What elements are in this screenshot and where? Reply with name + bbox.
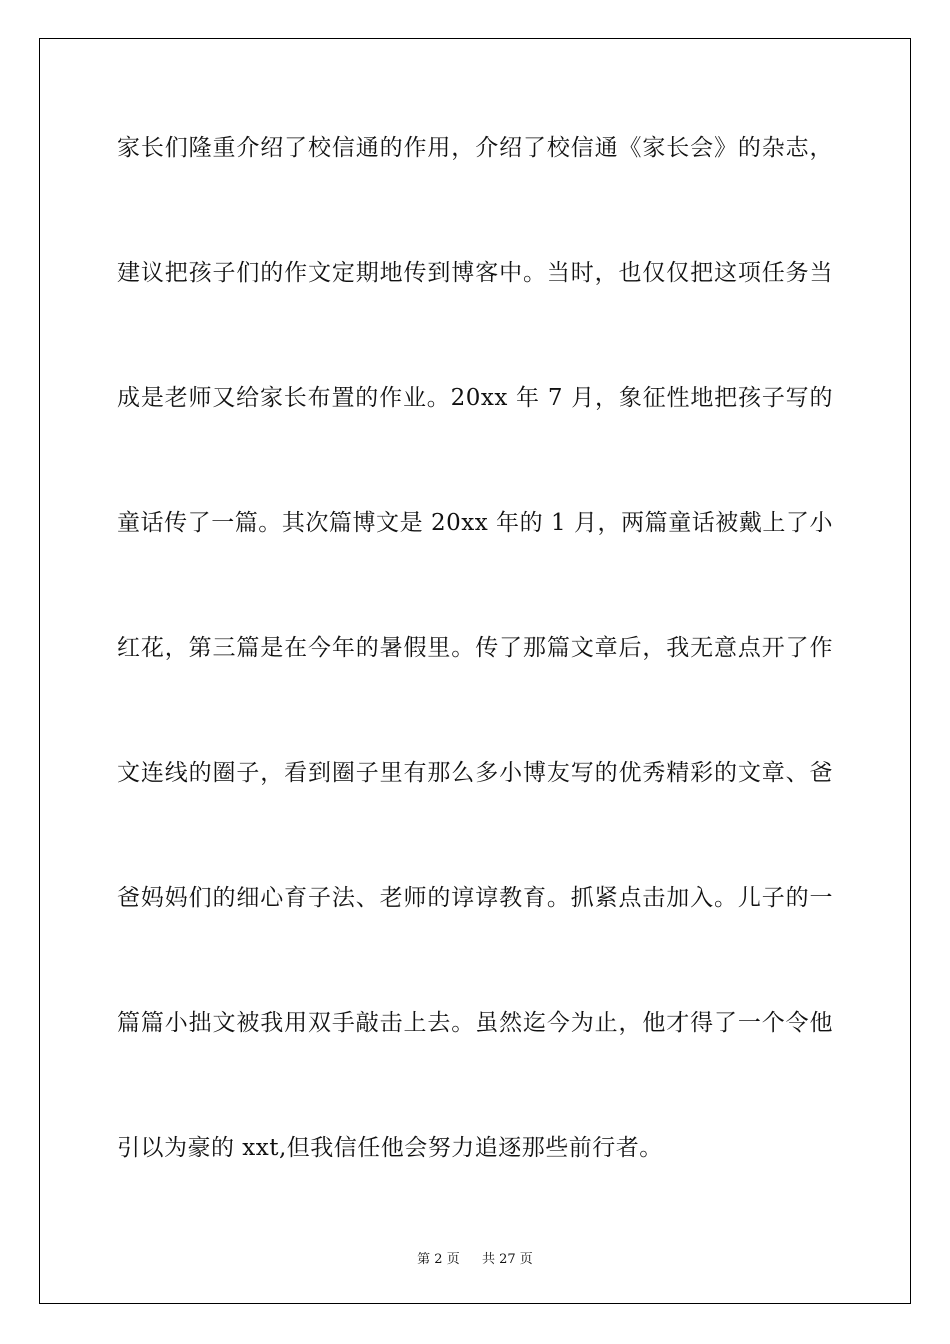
page-footer	[0, 1248, 950, 1267]
text-line-5: 红花，第三篇是在今年的暑假里。传了那篇文章后，我无意点开了作	[117, 635, 833, 661]
text-line-3: 成是老师又给家长布置的作业。20xx 年 7 月，象征性地把孩子写的	[117, 385, 833, 411]
page-number: 第 2 页	[417, 1252, 460, 1267]
total-pages: 共 27 页	[482, 1252, 533, 1267]
text-line-1: 家长们隆重介绍了校信通的作用，介绍了校信通《家长会》的杂志，	[117, 135, 833, 161]
text-line-4: 童话传了一篇。其次篇博文是 20xx 年的 1 月，两篇童话被戴上了小	[117, 510, 833, 536]
document-body	[117, 127, 833, 1252]
text-line-9: 引以为豪的 xxt,但我信任他会努力追逐那些前行者。	[117, 1135, 663, 1161]
text-line-8: 篇篇小拙文被我用双手敲击上去。虽然迄今为止，他才得了一个令他	[117, 1010, 833, 1036]
text-line-2: 建议把孩子们的作文定期地传到博客中。当时，也仅仅把这项任务当	[117, 260, 833, 286]
text-line-7: 爸妈妈们的细心育子法、老师的谆谆教育。抓紧点击加入。儿子的一	[117, 885, 833, 911]
text-line-6: 文连线的圈子，看到圈子里有那么多小博友写的优秀精彩的文章、爸	[117, 760, 833, 786]
